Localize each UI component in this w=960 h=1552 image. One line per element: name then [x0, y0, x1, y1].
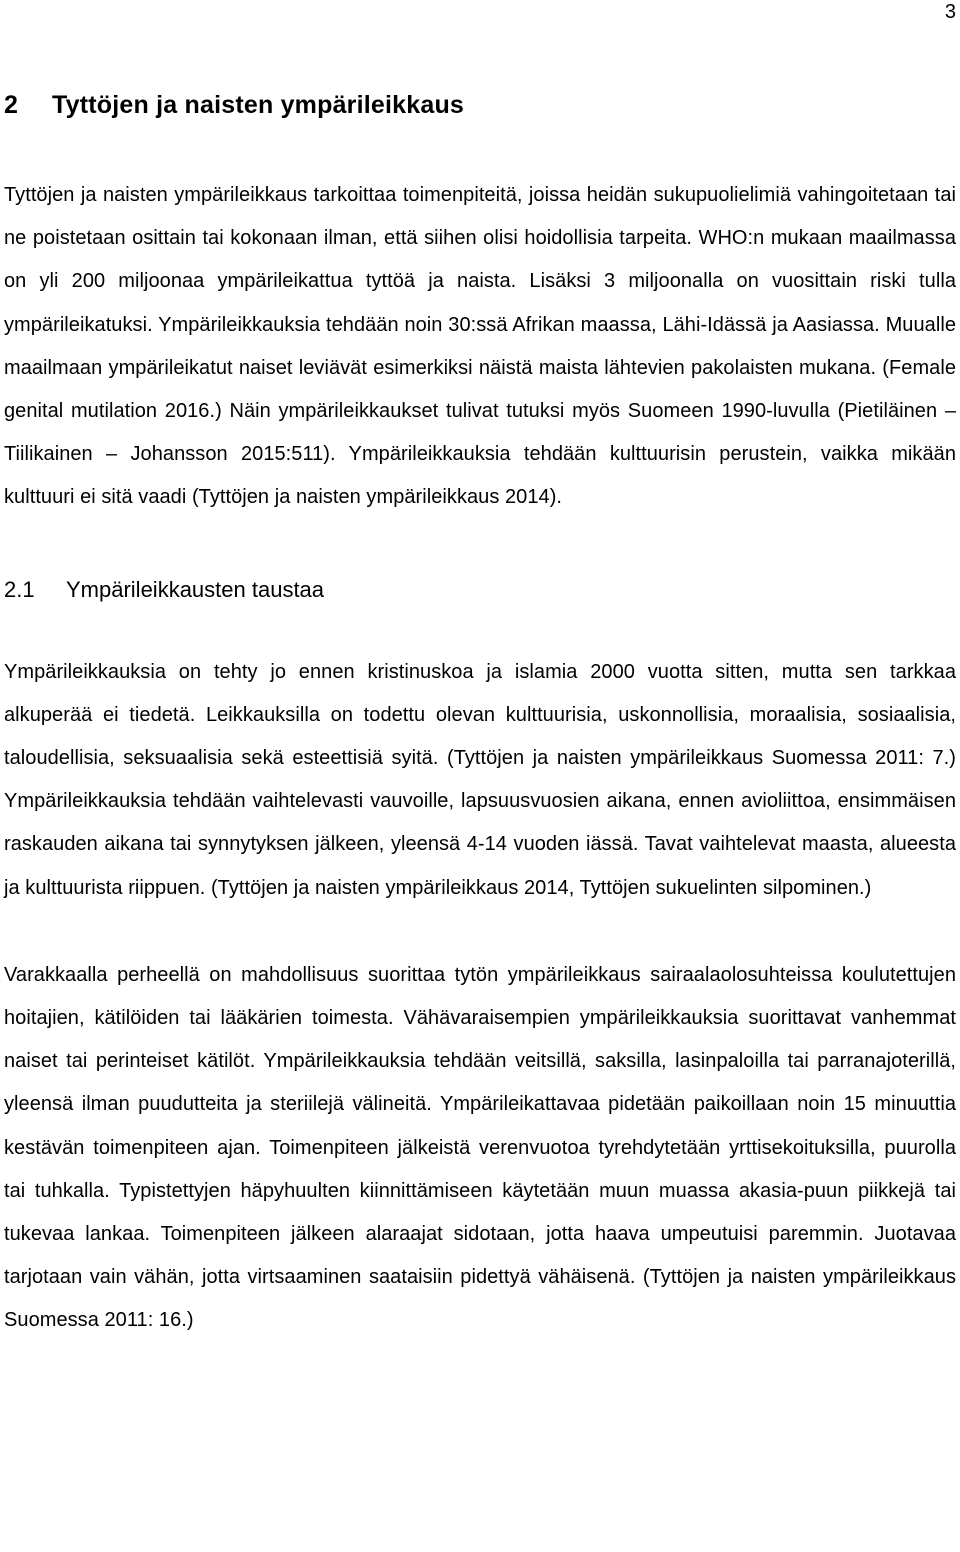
section-number: 2 [4, 91, 19, 119]
subsection-paragraph-2: Varakkaalla perheellä on mahdollisuus suorittaa tytön ympärileikkaus sairaalaolosuhteissa koulutettujen hoitajien, kätilöiden tai lääkärien toimesta. Vähävaraisempien ympärileikkauksia suorittavat vanhemmat naiset tai perinteiset kätilöt. Ympärileikkauksia tehdään veitsillä, saksilla, lasinpaloilla tai parranajoterillä, yleensä ilman puudutteita ja steriilejä välineitä. Ympärileikattavaa pidetään paikoillaan noin 15 minuuttia kestävän toimenpiteen ajan. Toimenpiteen jälkeistä verenvuotoa tyrehdytetään yrttisekoituksilla, puurolla tai tuhkalla. Typistettyjen häpyhuulten kiinnittämiseen käytetään muun muassa akasia-puun piikkejä tai tukevaa lankaa. Toimenpiteen jälkeen alaraajat sidotaan, jotta haava umpeutuisi paremmin. Juotavaa tarjotaan vain vähän, jotta virtsaaminen saataisiin pidettyä vähäisenä. (Tyttöjen ja naisten ympärileikkaus Suomessa 2011: 16.) [4, 963, 956, 1332]
subsection-paragraph-1: Ympärileikkauksia on tehty jo ennen kristinuskoa ja islamia 2000 vuotta sitten, mutta sen tarkkaa alkuperää ei tiedetä. Leikkauksilla on todettu olevan kulttuurisia, uskonnollisia, moraalisia, sosiaalisia, taloudellisia, seksuaalisia sekä esteettisiä syitä. (Tyttöjen ja naisten ympärileikkaus Suomessa 2011: 7.) Ympärileikkauksia tehdään vaihtelevasti vauvoille, lapsuusvuosien aikana, ennen avioliittoa, ensimmäisen raskauden aikana tai synnytyksen jälkeen, yleensä 4-14 vuoden iässä. Tavat vaihtelevat maasta, alueesta ja kulttuurista riippuen. (Tyttöjen ja naisten ympärileikkaus 2014, Tyttöjen sukuelinten silpominen.) [4, 660, 956, 899]
subsection-number: 2.1 [4, 576, 35, 602]
section-title: Tyttöjen ja naisten ympärileikkaus [52, 91, 465, 119]
page-number: 3 [944, 1, 956, 23]
section-paragraph: Tyttöjen ja naisten ympärileikkaus tarkoittaa toimenpiteitä, joissa heidän sukupuolielimiä vahingoitetaan tai ne poistetaan osittain tai kokonaan ilman, että siihen olisi hoidollisia tarpeita. WHO:n mukaan maailmassa on yli 200 miljoonaa ympärileikattua tyttöä ja naista. Lisäksi 3 miljoonalla on vuosittain riski tulla ympärileikatuksi. Ympärileikkauksia tehdään noin 30:ssä Afrikan maassa, Lähi-Idässä ja Aasiassa. Muualle maailmaan ympärileikatut naiset leviävät esimerkiksi näistä maista lähtevien pakolaisten mukana. (Female genital mutilation 2016.) Näin ympärileikkaukset tulivat tutuksi myös Suomeen 1990-luvulla (Pietiläinen – Tiilikainen – Johansson 2015:511). Ympärileikkauksia tehdään kulttuurisin perustein, vaikka mikään kulttuuri ei sitä vaadi (Tyttöjen ja naisten ympärileikkaus 2014). [4, 184, 956, 509]
subsection-title: Ympärileikkausten taustaa [66, 576, 325, 602]
subsection-heading [4, 575, 956, 605]
document-body [4, 88, 956, 1343]
section-heading [4, 88, 956, 122]
